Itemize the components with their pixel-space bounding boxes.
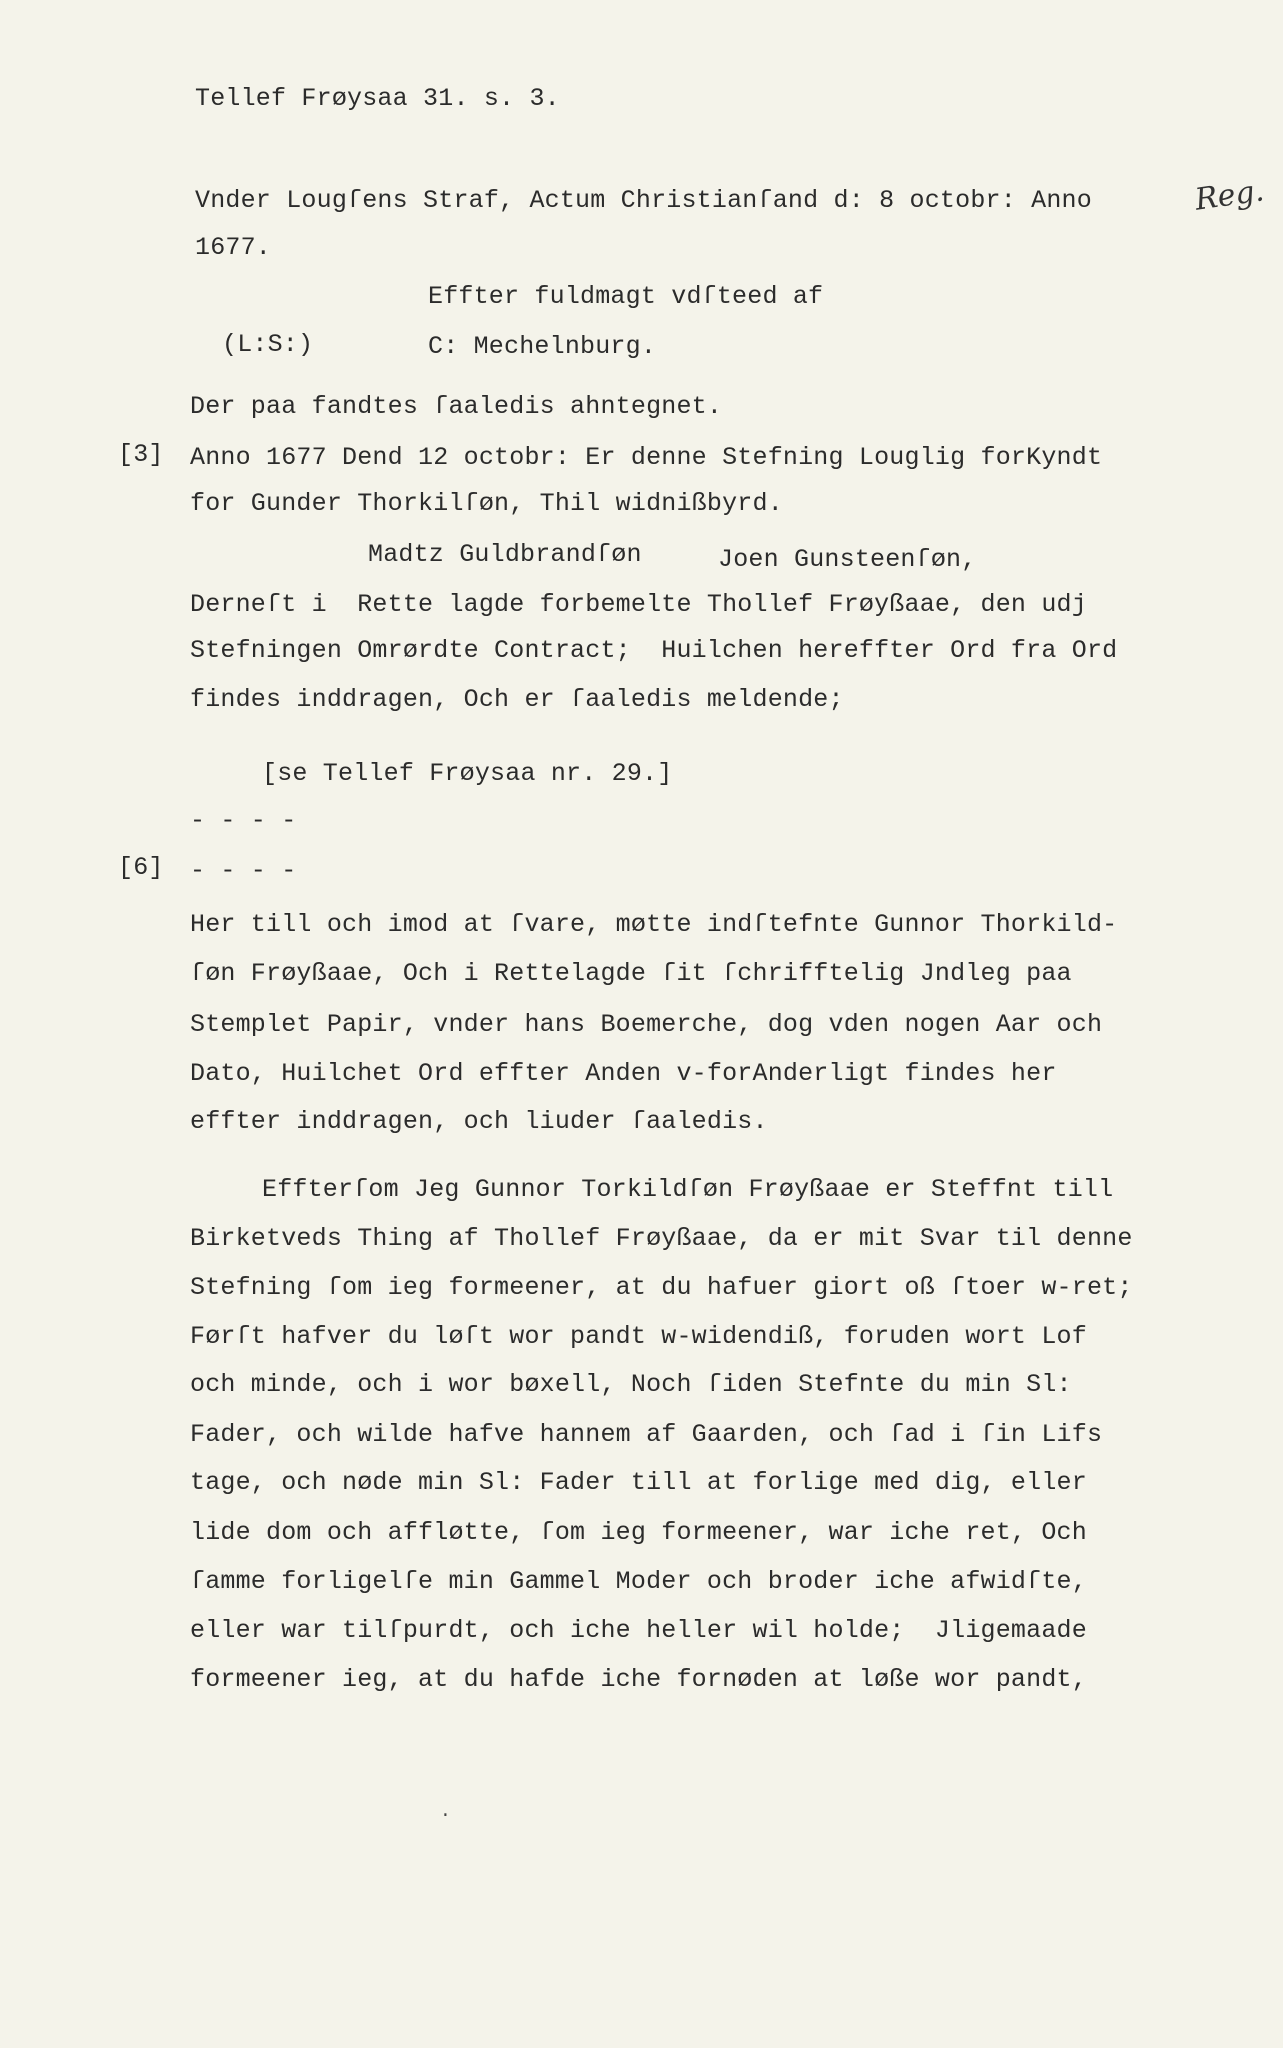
text-line: effter inddragen, och liuder ſaaledis. bbox=[190, 1107, 768, 1136]
text-line: C: Mechelnburg. bbox=[428, 332, 657, 361]
text-line: Effterſom Jeg Gunnor Torkildſøn Frøyßaae er Steffnt till bbox=[262, 1175, 1114, 1204]
text-line: ſøn Frøyßaae, Och i Rettelagde ſit ſchrifftelig Jndleg paa bbox=[190, 959, 1072, 988]
text-line: - - - - bbox=[190, 856, 297, 885]
text-line: Der paa fandtes ſaaledis ahntegnet. bbox=[190, 392, 723, 421]
margin-label: [6] bbox=[118, 853, 164, 882]
text-line: ſamme forligelſe min Gammel Moder och broder iche afwidſte, bbox=[190, 1567, 1087, 1596]
text-line: lide dom och affløtte, ſom ieg formeener, war iche ret, Och bbox=[190, 1518, 1087, 1547]
text-line: Vnder Lougſens Straf, Actum Christianſand d: 8 octobr: Anno bbox=[195, 186, 1092, 215]
text-line: Joen Gunsteenſøn, bbox=[718, 545, 977, 574]
text-line: och minde, och i wor bøxell, Noch ſiden Stefnte du min Sl: bbox=[190, 1370, 1072, 1399]
margin-label: (L:S:) bbox=[222, 330, 314, 359]
text-line: Derneſt i Rette lagde forbemelte Thollef Frøyßaae, den udj bbox=[190, 590, 1087, 619]
page-header: Tellef Frøysaa 31. s. 3. bbox=[195, 84, 560, 113]
text-line: Førſt hafver du løſt wor pandt w-widendiß, foruden wort Lof bbox=[190, 1322, 1087, 1351]
text-line: for Gunder Thorkilſøn, Thil widnißbyrd. bbox=[190, 489, 783, 518]
text-line: Dato, Huilchet Ord effter Anden v-forAnderligt findes her bbox=[190, 1059, 1057, 1088]
margin-note-reg: Reg. bbox=[1192, 173, 1267, 218]
text-line: formeener ieg, at du hafde iche fornøden at løße wor pandt, bbox=[190, 1665, 1087, 1694]
text-line: Stefningen Omrørdte Contract; Huilchen hereffter Ord fra Ord bbox=[190, 636, 1118, 665]
text-line: Anno 1677 Dend 12 octobr: Er denne Stefning Louglig forKyndt bbox=[190, 443, 1103, 472]
text-line: eller war tilſpurdt, och iche heller wil holde; Jligemaade bbox=[190, 1616, 1087, 1645]
text-line: Birketveds Thing af Thollef Frøyßaae, da er mit Svar til denne bbox=[190, 1224, 1133, 1253]
text-line: Her till och imod at ſvare, møtte indſtefnte Gunnor Thorkild- bbox=[190, 910, 1118, 939]
text-line: Stefning ſom ieg formeener, at du hafuer giort oß ſtoer w-ret; bbox=[190, 1273, 1133, 1302]
text-line: - - - - bbox=[190, 806, 297, 835]
stray-dot: · bbox=[440, 1806, 451, 1826]
text-line: findes inddragen, Och er ſaaledis meldende; bbox=[190, 685, 844, 714]
text-line: Fader, och wilde hafve hannem af Gaarden, och ſad i ſin Lifs bbox=[190, 1420, 1103, 1449]
text-line: tage, och nøde min Sl: Fader till at forlige med dig, eller bbox=[190, 1468, 1087, 1497]
text-line: 1677. bbox=[195, 233, 272, 262]
text-line: Stemplet Papir, vnder hans Boemerche, dog vden nogen Aar och bbox=[190, 1010, 1103, 1039]
margin-label: [3] bbox=[118, 440, 164, 469]
text-line: Madtz Guldbrandſøn bbox=[368, 540, 642, 569]
text-line: Effter fuldmagt vdſteed af bbox=[428, 282, 824, 311]
text-line: [se Tellef Frøysaa nr. 29.] bbox=[262, 759, 673, 788]
